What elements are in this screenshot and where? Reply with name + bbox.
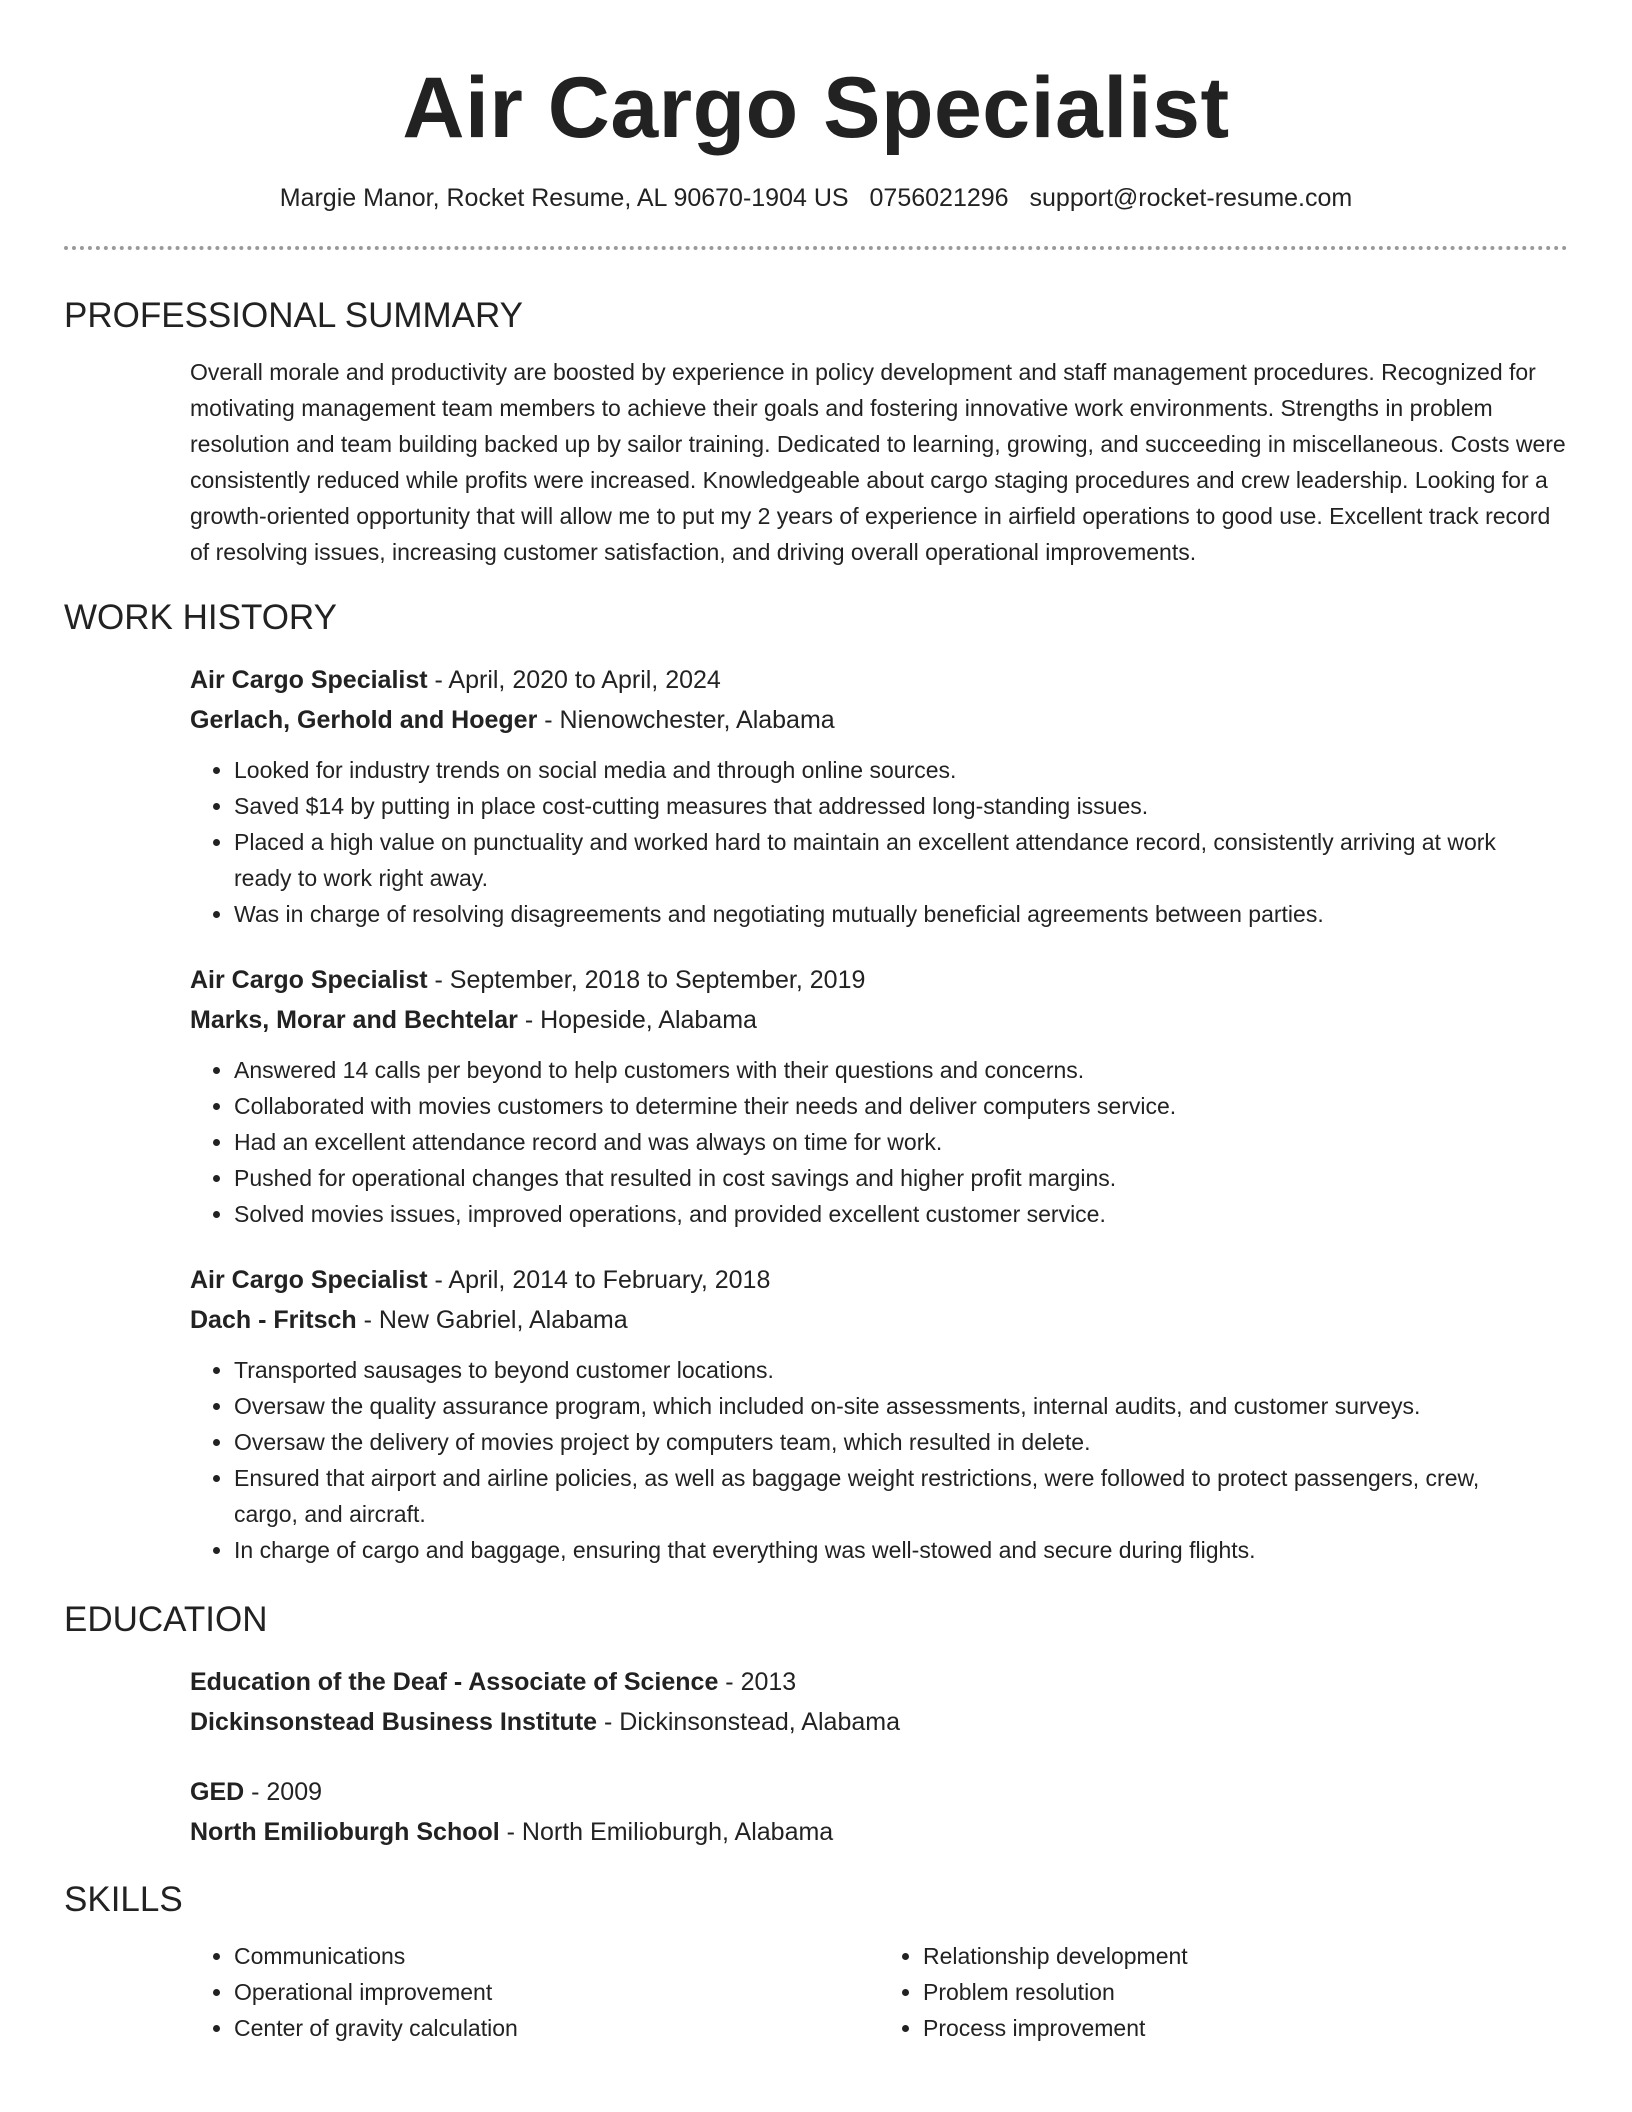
school-location: - North Emilioburgh, Alabama	[499, 1818, 834, 1846]
contact-email[interactable]: support@rocket-resume.com	[1029, 184, 1353, 212]
skills-section	[190, 1938, 1568, 2046]
degree-line	[190, 1662, 1568, 1702]
job-dates: - April, 2014 to February, 2018	[427, 1266, 771, 1294]
degree: GED	[190, 1778, 245, 1806]
job-entry	[190, 660, 1568, 932]
education-entry	[190, 1662, 1568, 1742]
skills-column-right	[879, 1938, 1568, 2046]
list-item: • In charge of cargo and baggage, ensuring that everything was well-stowed and secure during flights.	[234, 1532, 1568, 1568]
education-entry	[190, 1772, 1568, 1852]
list-item: • Was in charge of resolving disagreements and negotiating mutually beneficial agreements between parties.	[234, 896, 1568, 932]
list-item: • Collaborated with movies customers to determine their needs and deliver computers service.	[234, 1088, 1568, 1124]
list-item: • Had an excellent attendance record and was always on time for work.	[234, 1124, 1568, 1160]
list-item: • Placed a high value on punctuality and worked hard to maintain an excellent attendance record, consistently arriving at work ready to work right away.	[234, 824, 1568, 896]
list-item: • Transported sausages to beyond customer locations.	[234, 1352, 1568, 1388]
list-item: • Ensured that airport and airline policies, as well as baggage weight restrictions, were followed to protect passengers, crew, cargo, and aircraft.	[234, 1460, 1568, 1532]
school-line	[190, 1812, 1568, 1852]
job-company-line	[190, 1300, 1568, 1340]
list-item: • Pushed for operational changes that resulted in cost savings and higher profit margins.	[234, 1160, 1568, 1196]
skills-heading: SKILLS	[64, 1880, 183, 1919]
skill-item: • Problem resolution	[923, 1974, 1568, 2010]
list-item: • Saved $14 by putting in place cost-cutting measures that addressed long-standing issues.	[234, 788, 1568, 824]
job-company: Marks, Morar and Bechtelar	[190, 1006, 518, 1034]
school: Dickinsonstead Business Institute	[190, 1708, 598, 1736]
contact-phone: 0756021296	[869, 184, 1009, 212]
list-item: • Looked for industry trends on social media and through online sources.	[234, 752, 1568, 788]
job-bullets	[190, 1052, 1568, 1232]
job-company-line	[190, 700, 1568, 740]
skill-item: • Relationship development	[923, 1938, 1568, 1974]
skill-item: • Center of gravity calculation	[234, 2010, 879, 2046]
header-divider	[64, 246, 1568, 250]
job-dates: - April, 2020 to April, 2024	[427, 666, 721, 694]
job-entry	[190, 1260, 1568, 1568]
work-history-heading: WORK HISTORY	[64, 598, 337, 637]
list-item: • Oversaw the delivery of movies project by computers team, which resulted in delete.	[234, 1424, 1568, 1460]
job-company: Gerlach, Gerhold and Hoeger	[190, 706, 538, 734]
job-company-line	[190, 1000, 1568, 1040]
job-location: - New Gabriel, Alabama	[356, 1306, 628, 1334]
contact-address: Margie Manor, Rocket Resume, AL 90670-1904 US	[279, 184, 849, 212]
job-entry	[190, 960, 1568, 1232]
education-section	[190, 1662, 1568, 1852]
list-item: • Answered 14 calls per beyond to help customers with their questions and concerns.	[234, 1052, 1568, 1088]
job-title: Air Cargo Specialist	[190, 966, 428, 994]
resume-title: Air Cargo Specialist	[402, 60, 1230, 156]
job-location: - Hopeside, Alabama	[517, 1006, 757, 1034]
job-title-line	[190, 1260, 1568, 1300]
job-title-line	[190, 960, 1568, 1000]
list-item: • Solved movies issues, improved operations, and provided excellent customer service.	[234, 1196, 1568, 1232]
degree-year: - 2009	[244, 1778, 323, 1806]
degree-line	[190, 1772, 1568, 1812]
summary-heading: PROFESSIONAL SUMMARY	[64, 296, 523, 335]
school-line	[190, 1702, 1568, 1742]
job-title: Air Cargo Specialist	[190, 1266, 428, 1294]
degree-year: - 2013	[718, 1668, 797, 1696]
school: North Emilioburgh School	[190, 1818, 500, 1846]
skills-grid	[190, 1938, 1568, 2046]
degree: Education of the Deaf - Associate of Science	[190, 1668, 719, 1696]
skills-column-left	[190, 1938, 879, 2046]
resume-page	[64, 0, 1568, 2046]
job-bullets	[190, 1352, 1568, 1568]
job-location: - Nienowchester, Alabama	[537, 706, 835, 734]
skill-item: • Process improvement	[923, 2010, 1568, 2046]
school-location: - Dickinsonstead, Alabama	[597, 1708, 900, 1736]
job-company: Dach - Fritsch	[190, 1306, 357, 1334]
job-bullets	[190, 752, 1568, 932]
skill-item: • Communications	[234, 1938, 879, 1974]
education-heading: EDUCATION	[64, 1600, 268, 1639]
job-title: Air Cargo Specialist	[190, 666, 428, 694]
contact-line	[64, 182, 1568, 214]
job-title-line	[190, 660, 1568, 700]
work-history-section	[190, 660, 1568, 1568]
summary-text: Overall morale and productivity are boosted by experience in policy development and staff management procedures. Recognized for motivating management team members to achieve their goals and fostering innovative work environments. Strengths in problem resolution and team building backed up by sailor training. Dedicated to learning, growing, and succeeding in miscellaneous. Costs were consistently reduced while profits were increased. Knowledgeable about cargo staging procedures and crew leadership. Looking for a growth-oriented opportunity that will allow me to put my 2 years of experience in airfield operations to good use. Excellent track record of resolving issues, increasing customer satisfaction, and driving overall operational improvements.	[190, 359, 1566, 565]
job-dates: - September, 2018 to September, 2019	[427, 966, 866, 994]
skill-item: • Operational improvement	[234, 1974, 879, 2010]
list-item: • Oversaw the quality assurance program, which included on-site assessments, internal audits, and customer surveys.	[234, 1388, 1568, 1424]
summary-section	[190, 354, 1568, 570]
